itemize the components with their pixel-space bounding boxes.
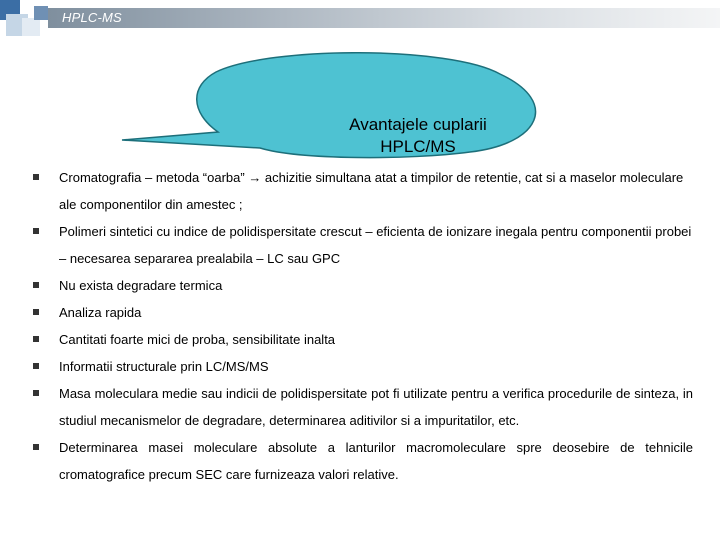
square-bullet-icon: [33, 309, 39, 315]
decor-square: [22, 18, 40, 36]
square-bullet-icon: [33, 444, 39, 450]
bullet-item: [33, 434, 693, 488]
square-bullet-icon: [33, 282, 39, 288]
bullet-list: [33, 164, 693, 488]
header-band: [0, 0, 720, 38]
bullet-text: Cromatografia – metoda “oarba” → achizitie simultana atat a timpilor de retentie, cat si a maselor moleculare ale componentilor din amestec ;: [59, 170, 684, 212]
speech-bubble-callout: [120, 52, 590, 172]
square-bullet-icon: [33, 363, 39, 369]
bullet-item: [33, 164, 693, 218]
bullet-item: [33, 218, 693, 272]
square-bullet-icon: [33, 228, 39, 234]
bullet-item: [33, 353, 693, 380]
bullet-item: [33, 380, 693, 434]
square-bullet-icon: [33, 336, 39, 342]
bullet-text: Nu exista degradare termica: [59, 278, 223, 293]
bullet-item: [33, 299, 693, 326]
bullet-text: Polimeri sintetici cu indice de polidispersitate crescut – eficienta de ionizare inegala pentru componentii probei – necesarea separarea prealabila – LC sau GPC: [59, 224, 692, 266]
square-bullet-icon: [33, 174, 39, 180]
header-stripe: [48, 8, 720, 28]
bullet-text: Determinarea masei moleculare absolute a lanturilor macromoleculare spre deosebire de tehnicile cromatografice precum SEC care furnizeaza valori relative.: [59, 440, 693, 482]
callout-title-line1: Avantajele cuplarii: [349, 115, 487, 134]
callout-title: [280, 114, 556, 158]
bullet-text: Cantitati foarte mici de proba, sensibilitate inalta: [59, 332, 336, 347]
slide-header-title: HPLC-MS: [62, 10, 122, 25]
callout-title-line2: HPLC/MS: [380, 137, 456, 156]
bullet-item: [33, 272, 693, 299]
square-bullet-icon: [33, 390, 39, 396]
bullet-item: [33, 326, 693, 353]
bullet-text: Masa moleculara medie sau indicii de polidispersitate pot fi utilizate pentru a verifica procedurile de sinteza, in studiul mecanismelor de degradare, determinarea aditivilor si a impuritatilor, etc.: [59, 386, 693, 428]
bullet-text: Analiza rapida: [59, 305, 142, 320]
bullet-text: Informatii structurale prin LC/MS/MS: [59, 359, 269, 374]
decor-square: [34, 6, 48, 20]
